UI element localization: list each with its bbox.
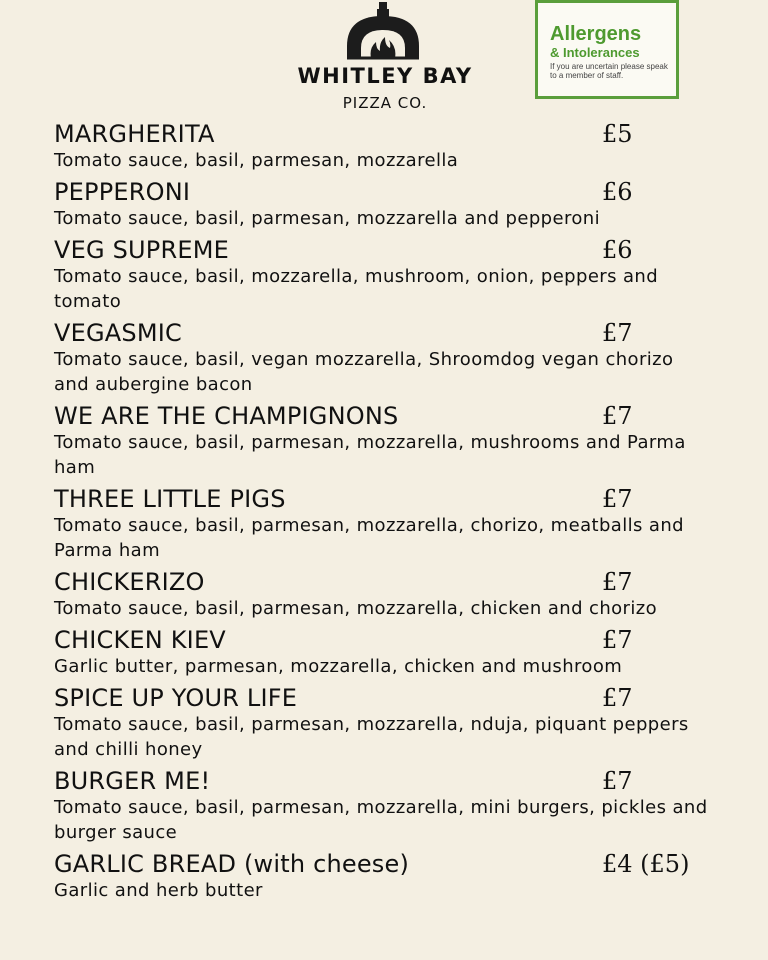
item-name: THREE LITTLE PIGS	[54, 485, 286, 513]
item-name: CHICKERIZO	[54, 568, 205, 596]
allergens-title: Allergens	[550, 23, 642, 45]
allergens-subtitle: & Intolerances	[550, 45, 640, 60]
menu-item	[54, 400, 754, 483]
item-price: £7	[602, 684, 633, 712]
item-name: CHICKEN KIEV	[54, 626, 226, 654]
pizza-oven-icon	[345, 2, 421, 60]
allergens-notice	[535, 0, 679, 99]
item-description: Tomato sauce, basil, parmesan, mozzarella	[54, 150, 459, 171]
item-name: MARGHERITA	[54, 120, 215, 148]
item-description: Garlic and herb butter	[54, 880, 263, 901]
item-name: SPICE UP YOUR LIFE	[54, 684, 298, 712]
item-price: £7	[602, 402, 633, 430]
menu-item	[54, 848, 754, 906]
item-name: BURGER ME!	[54, 767, 211, 795]
brand-subname: PIZZA CO.	[342, 94, 428, 112]
brand-logo	[290, 2, 480, 114]
brand-name: WHITLEY BAY	[297, 64, 473, 88]
menu-list	[54, 118, 754, 906]
menu-item	[54, 566, 754, 624]
allergens-note: If you are uncertain please speak to a member of staff.	[550, 62, 668, 80]
item-name: VEG SUPREME	[54, 236, 229, 264]
menu-item	[54, 624, 754, 682]
item-price: £7	[602, 568, 633, 596]
item-name: WE ARE THE CHAMPIGNONS	[54, 402, 399, 430]
item-description: Tomato sauce, basil, parmesan, mozzarella, chorizo, meatballs and Parma ham	[54, 515, 684, 561]
menu-item	[54, 765, 754, 848]
menu-item	[54, 317, 754, 400]
item-description: Tomato sauce, basil, parmesan, mozzarella, chicken and chorizo	[54, 598, 658, 619]
item-description: Tomato sauce, basil, parmesan, mozzarella, mushrooms and Parma ham	[54, 432, 686, 478]
item-price: £7	[602, 485, 633, 513]
item-description: Garlic butter, parmesan, mozzarella, chicken and mushroom	[54, 656, 623, 677]
menu-item	[54, 118, 754, 176]
item-name: PEPPERONI	[54, 178, 191, 206]
item-price: £7	[602, 319, 633, 347]
item-price: £6	[602, 236, 633, 264]
item-description: Tomato sauce, basil, vegan mozzarella, Shroomdog vegan chorizo and aubergine bacon	[54, 349, 674, 395]
item-price: £7	[602, 767, 633, 795]
item-description: Tomato sauce, basil, mozzarella, mushroom, onion, peppers and tomato	[54, 266, 659, 312]
item-price: £4 (£5)	[602, 850, 690, 878]
menu-item	[54, 682, 754, 765]
menu-item	[54, 483, 754, 566]
menu-item	[54, 234, 754, 317]
item-price: £6	[602, 178, 633, 206]
item-description: Tomato sauce, basil, parmesan, mozzarella, mini burgers, pickles and burger sauce	[54, 797, 708, 843]
item-description: Tomato sauce, basil, parmesan, mozzarella, nduja, piquant peppers and chilli honey	[54, 714, 689, 760]
header	[0, 0, 768, 118]
item-name: VEGASMIC	[54, 319, 182, 347]
item-name: GARLIC BREAD (with cheese)	[54, 850, 410, 878]
menu-item	[54, 176, 754, 234]
item-description: Tomato sauce, basil, parmesan, mozzarella and pepperoni	[54, 208, 600, 229]
item-price: £5	[602, 120, 633, 148]
item-price: £7	[602, 626, 633, 654]
